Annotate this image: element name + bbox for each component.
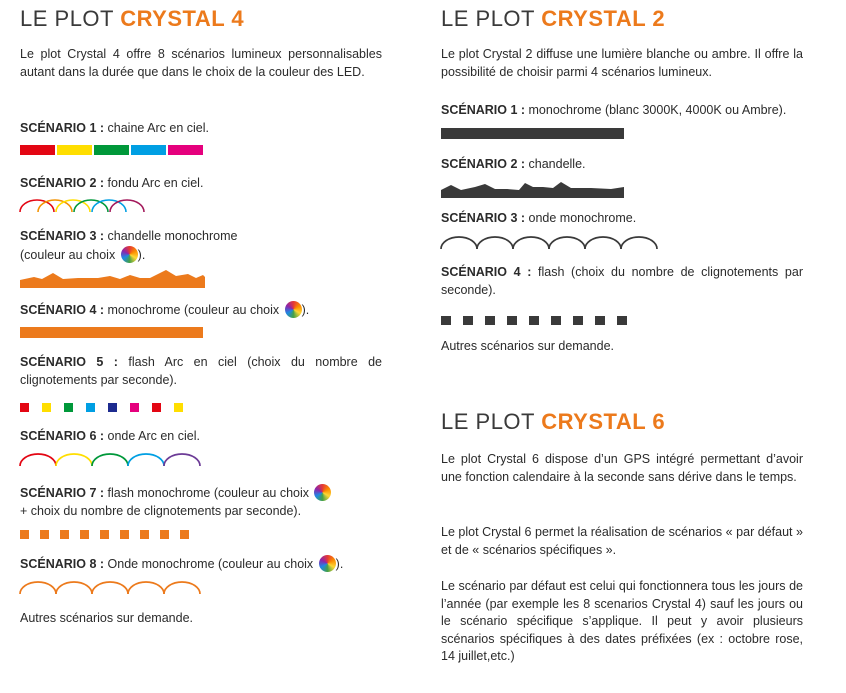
flash-dot bbox=[551, 316, 561, 325]
c4-scenario6 bbox=[20, 428, 200, 446]
scenario-label: SCÉNARIO 6 : bbox=[20, 429, 105, 443]
scenario-text: (couleur au choix bbox=[20, 247, 119, 262]
flash-dot bbox=[529, 316, 539, 325]
scenario-text: ). bbox=[335, 557, 344, 571]
fade-arc bbox=[20, 200, 54, 212]
scenario-text: flash monochrome (couleur au choix bbox=[104, 486, 313, 500]
wave-arc bbox=[549, 237, 585, 249]
scenario-label: SCÉNARIO 5 : bbox=[20, 355, 118, 369]
scenario-text: onde monochrome. bbox=[525, 211, 637, 225]
crystal6-paragraph-3: Le scénario par défaut est celui qui fonctionnera tous les jours de l’année (par exemple les 8 scenarios Crystal 4) sauf les jours ou le scénario spécifique s’applique. Il peut y avoir plusieurs scénarios spécifiques à des dates préfixées (ex : octobre rose, 14 juillet,etc.) bbox=[441, 579, 803, 663]
rainbow-fade-arcs bbox=[20, 198, 150, 214]
flash-dot bbox=[441, 316, 451, 325]
dark-wave-arcs bbox=[441, 235, 661, 251]
title-brand: CRYSTAL 4 bbox=[120, 6, 245, 31]
wave-arc bbox=[56, 454, 92, 466]
scenario-label: SCÉNARIO 7 : bbox=[20, 486, 105, 500]
scenario-label: SCÉNARIO 1 : bbox=[441, 103, 526, 117]
scenario-text: chaine Arc en ciel. bbox=[104, 121, 209, 135]
c4-scenario1 bbox=[20, 120, 209, 138]
crystal6-paragraph-1: Le plot Crystal 6 dispose d’un GPS intégré permettant d’avoir une fonction calendaire à la seconde sans dérive dans le temps. bbox=[441, 452, 803, 484]
scenario-label: SCÉNARIO 4 : bbox=[20, 303, 105, 317]
wave-arc bbox=[585, 237, 621, 249]
wave-arc bbox=[92, 454, 128, 466]
wave-arc bbox=[621, 237, 657, 249]
c2-scenario2 bbox=[441, 156, 586, 174]
crystal6-paragraph-2: Le plot Crystal 6 permet la réalisation de scénarios « par défaut » et de « scénarios spécifiques ». bbox=[441, 525, 803, 557]
c2-scenario4 bbox=[441, 264, 803, 299]
title-brand: CRYSTAL 2 bbox=[541, 6, 666, 31]
scenario-text: flash Arc en ciel (choix du nombre de clignotements par seconde). bbox=[20, 355, 382, 387]
candle-dark-shape bbox=[441, 180, 631, 198]
title-prefix: LE PLOT bbox=[441, 6, 542, 31]
flash-dot bbox=[80, 530, 89, 539]
c4-scenario4 bbox=[20, 301, 309, 320]
rainbow-segment bbox=[20, 145, 55, 155]
scenario-text: chandelle. bbox=[525, 157, 586, 171]
crystal2-footer: Autres scénarios sur demande. bbox=[441, 339, 615, 353]
crystal4-footer: Autres scénarios sur demande. bbox=[20, 611, 194, 625]
fade-arc bbox=[74, 200, 108, 212]
color-wheel-icon bbox=[314, 484, 331, 501]
wave-arc bbox=[164, 454, 200, 466]
flash-dot bbox=[100, 530, 109, 539]
wave-arc bbox=[164, 582, 200, 594]
c4-scenario5 bbox=[20, 354, 382, 389]
flash-dot bbox=[20, 530, 29, 539]
scenario-label: SCÉNARIO 2 : bbox=[20, 176, 105, 190]
candle-orange-shape bbox=[20, 268, 205, 288]
rainbow-segment bbox=[168, 145, 203, 155]
c4-scenario8 bbox=[20, 555, 343, 574]
color-wheel-icon bbox=[121, 246, 138, 263]
rainbow-flash-dots bbox=[20, 403, 190, 413]
flash-dot bbox=[40, 530, 49, 539]
rainbow-chain-bar bbox=[20, 145, 205, 155]
scenario-text: ). bbox=[137, 247, 146, 262]
c2-scenario3 bbox=[441, 210, 636, 228]
fade-arc bbox=[56, 200, 90, 212]
fade-arc bbox=[92, 200, 126, 212]
flash-dot bbox=[120, 530, 129, 539]
rainbow-wave-arcs bbox=[20, 452, 210, 468]
flash-dot bbox=[617, 316, 627, 325]
fade-arc bbox=[38, 200, 72, 212]
crystal2-intro: Le plot Crystal 2 diffuse une lumière blanche ou ambre. Il offre la possibilité de choisir parmi 4 scénarios lumineux. bbox=[441, 47, 803, 79]
flash-dot bbox=[60, 530, 69, 539]
title-brand: CRYSTAL 6 bbox=[541, 409, 666, 434]
scenario-label: SCÉNARIO 8 : bbox=[20, 557, 105, 571]
flash-dot bbox=[180, 530, 189, 539]
flash-dot bbox=[174, 403, 183, 412]
orange-flash-dots bbox=[20, 530, 210, 540]
scenario-text: + choix du nombre de clignotements par seconde). bbox=[20, 503, 302, 518]
wave-arc bbox=[513, 237, 549, 249]
flash-dot bbox=[463, 316, 473, 325]
flash-dot bbox=[507, 316, 517, 325]
wave-arc bbox=[92, 582, 128, 594]
color-wheel-icon bbox=[285, 301, 302, 318]
scenario-text: fondu Arc en ciel. bbox=[104, 176, 204, 190]
scenario-text: chandelle monochrome bbox=[104, 229, 238, 243]
scenario-text: ). bbox=[301, 303, 310, 317]
scenario-label: SCÉNARIO 3 : bbox=[20, 229, 105, 243]
wave-arc bbox=[477, 237, 513, 249]
scenario-label: SCÉNARIO 4 : bbox=[441, 265, 532, 279]
scenario-label: SCÉNARIO 1 : bbox=[20, 121, 105, 135]
flash-dot bbox=[140, 530, 149, 539]
flash-dot bbox=[42, 403, 51, 412]
crystal2-title bbox=[441, 6, 665, 32]
flash-dot bbox=[130, 403, 139, 412]
wave-arc bbox=[20, 582, 56, 594]
title-prefix: LE PLOT bbox=[441, 409, 542, 434]
wave-arc bbox=[128, 454, 164, 466]
flash-dot bbox=[595, 316, 605, 325]
scenario-label: SCÉNARIO 2 : bbox=[441, 157, 526, 171]
c4-scenario3 bbox=[20, 228, 237, 264]
c4-scenario7 bbox=[20, 484, 331, 520]
scenario-text: flash (choix du nombre de clignotements par seconde). bbox=[441, 265, 803, 297]
dark-flash-dots bbox=[441, 316, 631, 326]
title-prefix: LE PLOT bbox=[20, 6, 121, 31]
rainbow-segment bbox=[94, 145, 129, 155]
fade-arc bbox=[110, 200, 144, 212]
c4-scenario2 bbox=[20, 175, 203, 193]
flash-dot bbox=[152, 403, 161, 412]
scenario-text: Onde monochrome (couleur au choix bbox=[104, 557, 317, 571]
monochrome-orange-bar bbox=[20, 327, 203, 338]
rainbow-segment bbox=[57, 145, 92, 155]
monochrome-dark-bar bbox=[441, 128, 624, 139]
c2-scenario1 bbox=[441, 102, 786, 120]
crystal4-title bbox=[20, 6, 244, 32]
scenario-label: SCÉNARIO 3 : bbox=[441, 211, 526, 225]
orange-wave-arcs bbox=[20, 580, 210, 596]
rainbow-segment bbox=[131, 145, 166, 155]
wave-arc bbox=[441, 237, 477, 249]
flash-dot bbox=[573, 316, 583, 325]
flash-dot bbox=[20, 403, 29, 412]
flash-dot bbox=[108, 403, 117, 412]
crystal4-intro: Le plot Crystal 4 offre 8 scénarios lumineux personnalisables autant dans la durée que dans le choix de la couleur des LED. bbox=[20, 47, 382, 79]
flash-dot bbox=[64, 403, 73, 412]
crystal6-title bbox=[441, 409, 665, 435]
flash-dot bbox=[160, 530, 169, 539]
wave-arc bbox=[56, 582, 92, 594]
flash-dot bbox=[485, 316, 495, 325]
wave-arc bbox=[128, 582, 164, 594]
scenario-text: monochrome (couleur au choix bbox=[104, 303, 283, 317]
color-wheel-icon bbox=[319, 555, 336, 572]
scenario-text: monochrome (blanc 3000K, 4000K ou Ambre). bbox=[525, 103, 787, 117]
wave-arc bbox=[20, 454, 56, 466]
flash-dot bbox=[86, 403, 95, 412]
scenario-text: onde Arc en ciel. bbox=[104, 429, 200, 443]
